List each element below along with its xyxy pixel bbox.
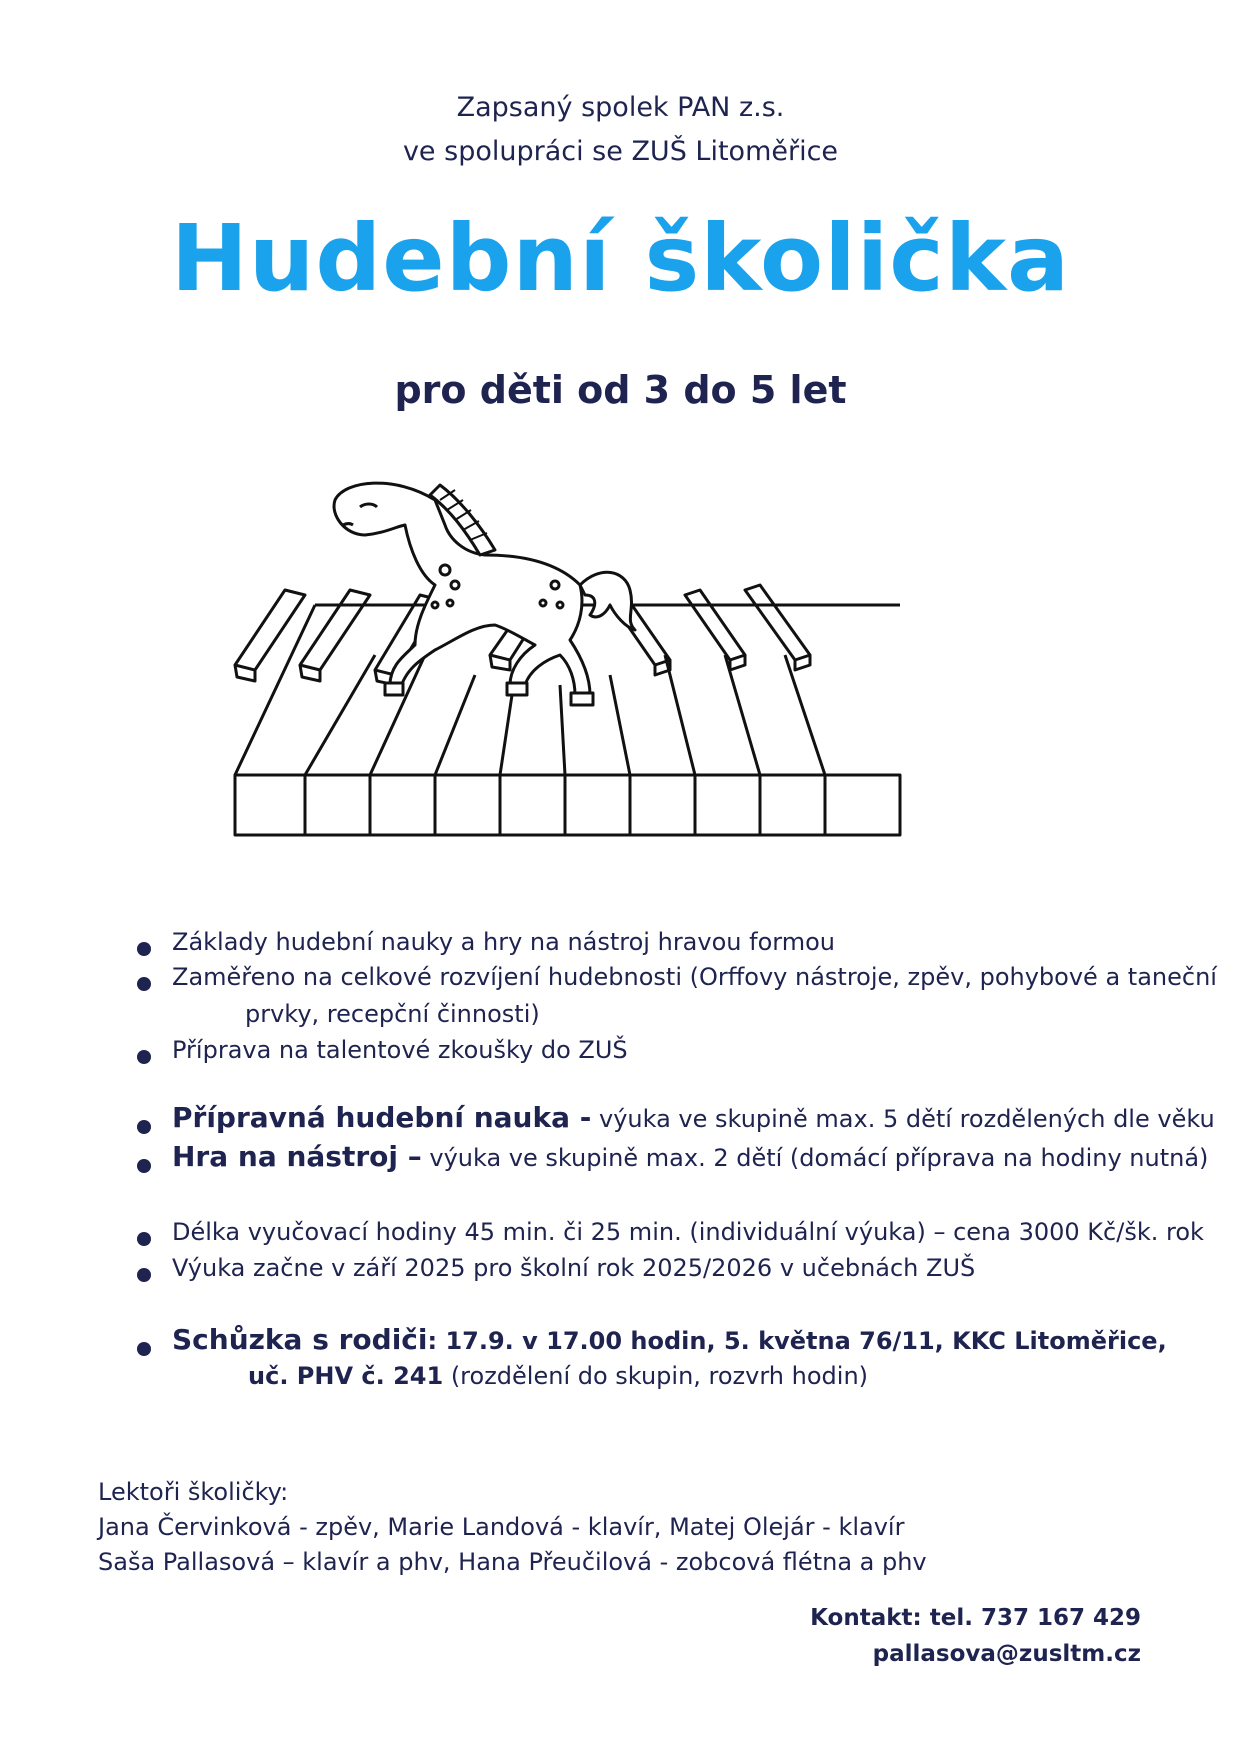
bullet xyxy=(137,1342,151,1356)
list-item: Výuka začne v září 2025 pro školní rok 2025/2026 v učebnách ZUŠ xyxy=(172,1254,976,1282)
list-item: Základy hudební nauky a hry na nástroj hravou formou xyxy=(172,928,835,956)
age-subtitle: pro děti od 3 do 5 let xyxy=(394,368,847,412)
list-item-preparatory-theory xyxy=(172,1101,1215,1134)
contact-phone: Kontakt: tel. 737 167 429 xyxy=(810,1605,1141,1631)
item-heading: Hra na nástroj – xyxy=(172,1140,422,1173)
pony-piano-illustration xyxy=(225,455,905,845)
bullet xyxy=(137,942,151,956)
lecturers-line: Jana Červinková - zpěv, Marie Landová - klavír, Matej Olejár - klavír xyxy=(98,1513,905,1541)
bullet xyxy=(137,1232,151,1246)
list-item: Příprava na talentové zkoušky do ZUŠ xyxy=(172,1036,628,1064)
list-item-continuation: prvky, recepční činnosti) xyxy=(245,1000,540,1028)
cooperation-line: ve spolupráci se ZUŠ Litoměřice xyxy=(402,136,839,167)
organizer-line: Zapsaný spolek PAN z.s. xyxy=(456,92,785,123)
parents-meeting xyxy=(172,1323,1167,1356)
bullet xyxy=(137,1050,151,1064)
item-detail: výuka ve skupině max. 2 dětí (domácí příprava na hodiny nutná) xyxy=(421,1144,1209,1172)
meeting-note: (rozdělení do skupin, rozvrh hodin) xyxy=(443,1362,869,1390)
bullet xyxy=(137,1120,151,1134)
meeting-line2 xyxy=(248,1362,868,1390)
item-heading: Přípravná hudební nauka - xyxy=(172,1101,592,1134)
bullet xyxy=(137,977,151,991)
bullet xyxy=(137,1159,151,1173)
meeting-label: Schůzka s rodiči xyxy=(172,1323,428,1356)
meeting-room: uč. PHV č. 241 xyxy=(248,1362,444,1390)
list-item: Délka vyučovací hodiny 45 min. či 25 min. (individuální výuka) – cena 3000 Kč/šk. rok xyxy=(172,1218,1204,1246)
bullet xyxy=(137,1268,151,1282)
lecturers-heading: Lektoři školičky: xyxy=(98,1478,289,1506)
list-item-instrument xyxy=(172,1140,1208,1173)
contact-email[interactable]: pallasova@zusltm.cz xyxy=(872,1641,1141,1667)
item-detail: výuka ve skupině max. 5 dětí rozdělených dle věku xyxy=(591,1105,1215,1133)
page-title: Hudební školička xyxy=(170,205,1071,312)
meeting-detail: : 17.9. v 17.00 hodin, 5. května 76/11, KKC Litoměřice, xyxy=(427,1327,1167,1355)
list-item: Zaměřeno na celkové rozvíjení hudebnosti (Orffovy nástroje, zpěv, pohybové a taneční xyxy=(172,963,1217,991)
lecturers-line: Saša Pallasová – klavír a phv, Hana Přeučilová - zobcová flétna a phv xyxy=(98,1548,927,1576)
